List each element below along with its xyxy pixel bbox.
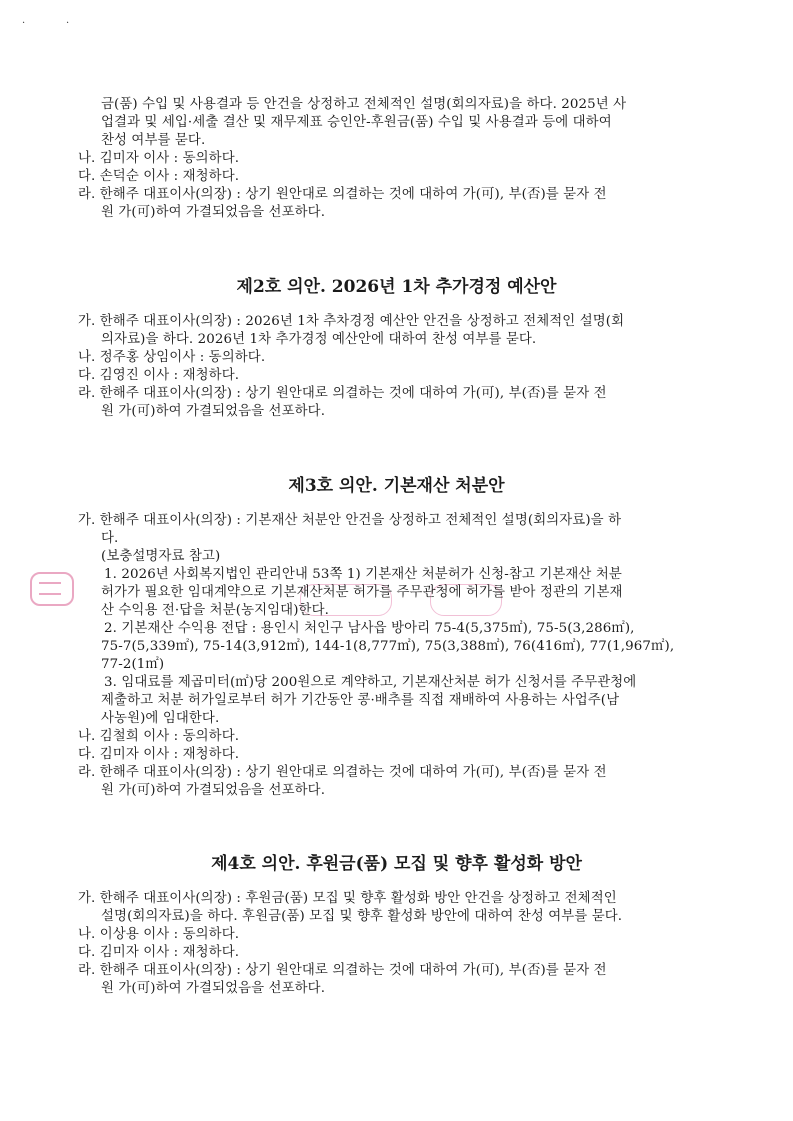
- text-line: 77-2(1㎡): [101, 657, 165, 672]
- text-line: 라. 한해주 대표이사(의장) : 상기 원안대로 의결하는 것에 대하여 가(可), 부(否)를 묻자 전: [78, 765, 607, 780]
- text-line: 찬성 여부를 묻다.: [101, 133, 206, 148]
- section-title: 제4호 의안. 후원금(품) 모집 및 향후 활성화 방안: [211, 854, 582, 874]
- text-line: 다.: [101, 531, 119, 546]
- text-line: 업결과 및 세입·세출 결산 및 재무제표 승인안-후원금(품) 수입 및 사용결과 등에 대하여: [101, 115, 612, 130]
- text-line: 금(품) 수입 및 사용결과 등 안건을 상정하고 전체적인 설명(회의자료)을 하다. 2025년 사: [101, 97, 627, 112]
- text-line: 가. 한해주 대표이사(의장) : 2026년 1차 추차경정 예산안 안건을 상정하고 전체적인 설명(회: [78, 314, 625, 329]
- section-title: 제3호 의안. 기본재산 처분안: [288, 476, 505, 496]
- text-line: 라. 한해주 대표이사(의장) : 상기 원안대로 의결하는 것에 대하여 가(可), 부(否)를 묻자 전: [78, 386, 607, 401]
- text-line: 다. 김영진 이사 : 재청하다.: [78, 368, 240, 383]
- scan-mark: ·: [66, 18, 70, 29]
- text-line: 라. 한해주 대표이사(의장) : 상기 원안대로 의결하는 것에 대하여 가(可), 부(否)를 묻자 전: [78, 187, 607, 202]
- text-line: 1. 2026년 사회복지법인 관리안내 53쪽 1) 기본재산 처분허가 신청-참고 기본재산 처분: [104, 567, 622, 582]
- text-line: 나. 정주홍 상임이사 : 동의하다.: [78, 350, 266, 365]
- scan-mark: ·: [22, 18, 26, 29]
- text-line: 나. 김철희 이사 : 동의하다.: [78, 729, 240, 744]
- text-line: 산 수익용 전·답을 처분(농지임대)한다.: [101, 603, 329, 618]
- text-line: 나. 김미자 이사 : 동의하다.: [78, 151, 240, 166]
- text-line: 가. 한해주 대표이사(의장) : 후원금(품) 모집 및 향후 활성화 방안 안건을 상정하고 전체적인: [78, 891, 617, 906]
- text-line: 설명(회의자료)을 하다. 후원금(품) 모집 및 향후 활성화 방안에 대하여 찬성 여부를 묻다.: [101, 909, 623, 924]
- text-line: 다. 김미자 이사 : 재청하다.: [78, 945, 240, 960]
- text-line: 원 가(可)하여 가결되었음을 선포하다.: [101, 205, 326, 220]
- section-title: 제2호 의안. 2026년 1차 추가경정 예산안: [236, 277, 557, 297]
- text-line: 나. 이상용 이사 : 동의하다.: [78, 927, 240, 942]
- text-line: 다. 김미자 이사 : 재청하다.: [78, 747, 240, 762]
- text-line: 2. 기본재산 수익용 전답 : 용인시 처인구 남사읍 방아리 75-4(5,375㎡), 75-5(3,286㎡),: [104, 621, 635, 636]
- text-line: (보충설명자료 참고): [101, 549, 221, 564]
- text-line: 의자료)을 하다. 2026년 1차 추가경정 예산안에 대하여 찬성 여부를 묻다.: [101, 332, 537, 347]
- seal-stamp: [30, 572, 74, 606]
- text-line: 3. 임대료를 제곱미터(㎡)당 200원으로 계약하고, 기본재산처분 허가 신청서를 주무관청에: [104, 675, 637, 690]
- text-line: 원 가(可)하여 가결되었음을 선포하다.: [101, 783, 326, 798]
- text-line: 제출하고 처분 허가일로부터 허가 기간동안 콩·배추를 직접 재배하여 사용하는 사업주(남: [101, 693, 620, 708]
- text-line: 가. 한해주 대표이사(의장) : 기본재산 처분안 안건을 상정하고 전체적인 설명(회의자료)을 하: [78, 513, 622, 528]
- text-line: 사농원)에 임대한다.: [101, 711, 220, 726]
- text-line: 원 가(可)하여 가결되었음을 선포하다.: [101, 404, 326, 419]
- text-line: 허가가 필요한 임대계약으로 기본재산처분 허가를 주무관청에 허가를 받아 정관의 기본재: [101, 585, 623, 600]
- text-line: 원 가(可)하여 가결되었음을 선포하다.: [101, 981, 326, 996]
- text-line: 75-7(5,339㎡), 75-14(3,912㎡), 144-1(8,777㎡), 75(3,388㎡), 76(416㎡), 77(1,967㎡),: [101, 639, 675, 654]
- text-line: 라. 한해주 대표이사(의장) : 상기 원안대로 의결하는 것에 대하여 가(可), 부(否)를 묻자 전: [78, 963, 607, 978]
- text-line: 다. 손덕순 이사 : 재청하다.: [78, 169, 240, 184]
